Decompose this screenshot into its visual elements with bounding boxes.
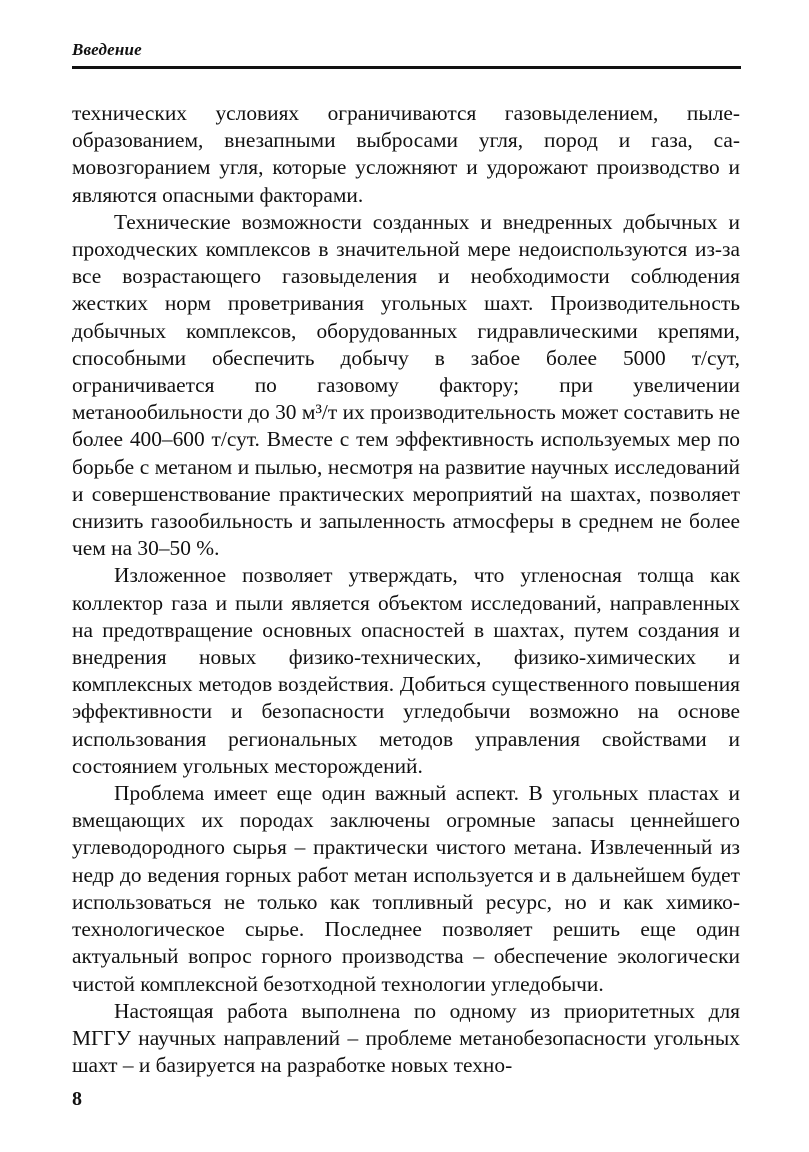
- page-body: [72, 100, 740, 1079]
- running-head-title: Введение: [72, 40, 142, 59]
- header-rule: [72, 66, 741, 69]
- paragraph: Проблема имеет еще один важный аспект. В угольных пластах и вмещающих их породах заключены огромные запасы ценнейшего углеводородного сырья – практически чистого метана. Извлеченный из недр до ведения горных работ метан используется и в дальнейшем будет использоваться не только как топливный ресурс, но и как химико-технологическое сырье. Последнее позволяет решить еще один актуальный вопрос горного производства – обеспечение экологически чистой комплексной безотходной технологии угледобычи.: [72, 781, 740, 996]
- paragraph: Изложенное позволяет утверждать, что угленосная толща как коллектор газа и пыли является объектом исследований, направленных на предотвращение основных опасностей в шахтах, путем создания и внедрения новых физико-технических, физико-химических и комплексных методов воздействия. Добиться существенного повышения эффективности и безопасности угледобычи возможно на основе использования региональных методов управления свойствами и состоянием угольных месторождений.: [72, 563, 740, 778]
- paragraph-continued: технических условиях ограничиваются газовыделением, пылеобразованием, внезапными выбросами угля, пород и газа, самовозгоранием угля, которые усложняют и удорожают производство и являются опасными факторами.: [72, 101, 740, 207]
- paragraph: Настоящая работа выполнена по одному из приоритетных для МГГУ научных направлений – проблеме метанобезопасности угольных шахт – и базируется на разработке новых техно-: [72, 998, 740, 1078]
- page-number: 8: [72, 1088, 82, 1110]
- paragraph: Технические возможности созданных и внедренных добычных и проходческих комплексов в значительной мере недоиспользуются из-за все возрастающего газовыделения и необходимости соблюдения жестких норм проветривания угольных шахт. Производительность добычных комплексов, оборудованных гидравлическими крепями, способными обеспечить добычу в забое более 5000 т/сут, ограничивается по газовому фактору; при увеличении метанообильности до 30 м³/т их производительность может составить не более 400–600 т/сут. Вместе с тем эффективность используемых мер по борьбе с метаном и пылью, несмотря на развитие научных исследований и совершенствование практических мероприятий на шахтах, позволяет снизить газообильность и запыленность атмосферы в среднем не более чем на 30–50 %.: [72, 209, 740, 561]
